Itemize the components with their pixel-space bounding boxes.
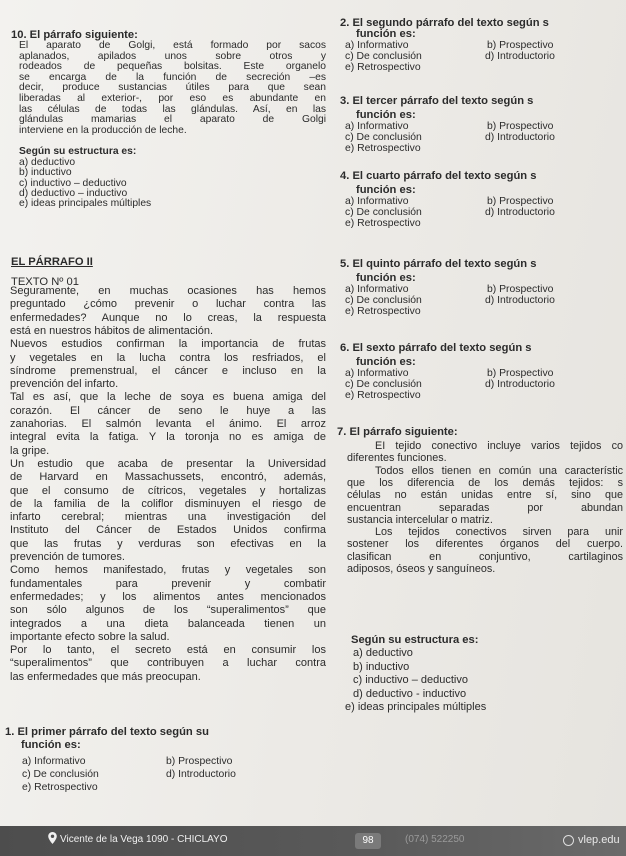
text-line: Instituto del Cáncer de Estados Unidos confirma (10, 524, 326, 537)
text-line: está en nuestros hábitos de alimentación. (10, 324, 214, 337)
q7-line: Todos ellos tienen en común una característic (375, 465, 623, 477)
q6-option-c[interactable]: c) De conclusión (345, 379, 422, 390)
text-line: preguntado ¿cómo prevenir o luchar contra las (10, 298, 326, 311)
q7-option[interactable]: d) deductivo - inductivo (353, 687, 467, 700)
q2-subtitle: función es: (356, 28, 416, 40)
q2-option-b[interactable]: b) Prospectivo (487, 40, 554, 51)
q1-option-c[interactable]: c) De conclusión (22, 769, 99, 780)
q10-structure-label: Según su estructura es: (19, 146, 137, 157)
q4-option-d[interactable]: d) Introductorio (485, 207, 555, 218)
q10-option[interactable]: d) deductivo – inductivo (19, 187, 128, 199)
text-line: infarto cerebral; mientras una investigación del (10, 511, 326, 524)
q6-option-d[interactable]: d) Introductorio (485, 379, 555, 390)
q3-subtitle: función es: (356, 109, 416, 121)
text-line: de la familia de la coliflor disminuyen el riesgo de (10, 497, 326, 510)
q10-line: El aparato de Golgi, está formado por sacos (19, 40, 326, 51)
q7-line: encuentran separadas por abundan (347, 502, 623, 514)
text-line: que el consumo de cítricos, vegetales y hortalizas (10, 484, 326, 497)
text-line: y vegetales en la lucha contra los resfriados, el (10, 351, 326, 364)
q10-line: liberadas al exterior-, por eso es abundante en (19, 93, 326, 104)
q5-option-d[interactable]: d) Introductorio (485, 295, 555, 306)
q10-line: rodeados de pequeñas bolsitas. Este organelo (19, 61, 326, 73)
q2-option-e[interactable]: e) Retrospectivo (345, 62, 421, 73)
q1-option-d[interactable]: d) Introductorio (166, 769, 236, 780)
q7-option[interactable]: c) inductivo – deductivo (353, 674, 468, 686)
q5-title: 5. El quinto párrafo del texto según s (340, 258, 537, 270)
text-line: enfermedades; y los alimentos antes mencionados (10, 590, 326, 603)
q7-option[interactable]: e) ideas principales múltiples (345, 701, 487, 713)
q1-title: 1. El primer párrafo del texto según su (5, 726, 209, 738)
page-footer (0, 826, 626, 856)
q7-line: que los diferencia de los demás tejidos: s (347, 477, 623, 489)
q7-line: diferentes funciones. (347, 453, 447, 465)
text-line: importante efecto sobre la salud. (10, 630, 170, 643)
text-line: Por lo tanto, el secreto está en consumir los (10, 644, 326, 657)
q2-option-c[interactable]: c) De conclusión (345, 51, 422, 62)
text-line: de Harvard en Massachussets, encontró, además, (10, 471, 326, 484)
q7-option[interactable]: a) deductivo (353, 647, 413, 659)
text-line: que las frutas y verduras son efectivas en la (10, 537, 326, 550)
q7-line: adiposos, óseos y sanguíneos. (347, 564, 496, 575)
text-line: Como hemos manifestado, frutas y vegetales son (10, 564, 326, 577)
q5-option-e[interactable]: e) Retrospectivo (345, 306, 421, 317)
text-line: las enfermedades que más preocupan. (10, 670, 201, 683)
q3-option-b[interactable]: b) Prospectivo (487, 121, 554, 132)
text-line: prevención del infarto. (10, 378, 119, 391)
q5-option-a[interactable]: a) Informativo (345, 284, 409, 295)
q7-line: sustancia intercelular o matriz. (347, 514, 493, 526)
q4-option-c[interactable]: c) De conclusión (345, 207, 422, 218)
q7-line: clasifican en conjuntivo, cartilaginos (347, 551, 623, 563)
q3-option-e[interactable]: e) Retrospectivo (345, 143, 421, 154)
text-line: integrados a una dieta balanceada tienen un (10, 617, 326, 630)
text-line: son sólo algunos de los “superalimentos” que (10, 604, 326, 617)
q4-option-b[interactable]: b) Prospectivo (487, 196, 554, 207)
q4-option-e[interactable]: e) Retrospectivo (345, 218, 421, 229)
q10-line: glándulas mamarias el aparato de Golgi (19, 114, 326, 126)
q6-option-e[interactable]: e) Retrospectivo (345, 390, 421, 401)
q7-option[interactable]: b) inductivo (353, 660, 410, 673)
q2-option-d[interactable]: d) Introductorio (485, 51, 555, 62)
q7-line: células no están unidas entre sí, sino que (347, 490, 623, 502)
text-line: Nuevos estudios confirman la importancia de frutas (10, 338, 326, 351)
footer-website: vlep.edu (578, 834, 620, 846)
q3-option-c[interactable]: c) De conclusión (345, 132, 422, 143)
text-line: corazón. El cáncer de seno le huye a las (10, 404, 326, 417)
q10-line: las células de todas las glándulas. Así, en las (19, 103, 326, 115)
q6-option-a[interactable]: a) Informativo (345, 368, 409, 379)
q4-title: 4. El cuarto párrafo del texto según s (340, 170, 537, 182)
q1-option-e[interactable]: e) Retrospectivo (22, 782, 98, 793)
section-title: EL PÁRRAFO II (11, 256, 93, 268)
q3-option-a[interactable]: a) Informativo (345, 121, 409, 132)
q1-option-b[interactable]: b) Prospectivo (166, 756, 233, 767)
text-line: síndrome premenstrual, el cáncer e incluso en la (10, 364, 326, 377)
text-label: TEXTO Nº 01 (11, 276, 79, 288)
q5-option-b[interactable]: b) Prospectivo (487, 284, 554, 295)
q10-line: decir, produce sustancias útiles para que sean (19, 82, 326, 94)
text-line: integral evita la fatiga. Y la toronja no es amiga de (10, 431, 326, 444)
footer-phone: (074) 522250 (405, 834, 465, 845)
q4-subtitle: función es: (356, 184, 416, 196)
q7-line: Los tejidos conectivos sirven para unir (375, 527, 623, 539)
q10-option[interactable]: e) ideas principales múltiples (19, 198, 152, 210)
text-line: la gripe. (10, 444, 50, 457)
q7-line: EI tejido conectivo incluye varios tejidos co (375, 441, 623, 452)
q10-line: interviene en la producción de leche. (19, 124, 187, 136)
text-line: Un estudio que acaba de presentar la Universidad (10, 457, 326, 470)
text-line: Seguramente, en muchas ocasiones has hemos (10, 285, 326, 297)
q6-subtitle: función es: (356, 356, 416, 368)
q1-subtitle: función es: (21, 739, 81, 751)
q10-line: aplanados, apilados unos sobre otros y (19, 50, 326, 62)
q5-subtitle: función es: (356, 272, 416, 284)
q4-option-a[interactable]: a) Informativo (345, 196, 409, 207)
q10-option[interactable]: b) inductivo (19, 167, 72, 179)
q3-title: 3. El tercer párrafo del texto según s (340, 95, 534, 107)
page-number: 98 (355, 833, 381, 849)
q2-option-a[interactable]: a) Informativo (345, 40, 409, 51)
q1-option-a[interactable]: a) Informativo (22, 756, 86, 767)
q3-option-d[interactable]: d) Introductorio (485, 132, 555, 143)
text-line: prevención de tumores. (10, 551, 125, 563)
text-line: “superalimentos” que contribuyen a luchar contra (10, 657, 326, 670)
q5-option-c[interactable]: c) De conclusión (345, 295, 422, 306)
q6-option-b[interactable]: b) Prospectivo (487, 368, 554, 379)
location-pin-icon (48, 832, 57, 844)
text-line: enfermedades? Aunque no lo creas, la respuesta (10, 311, 326, 324)
q2-title: 2. El segundo párrafo del texto según s (340, 17, 549, 29)
q10-option[interactable]: a) deductivo (19, 157, 76, 168)
q10-title: 10. El párrafo siguiente: (11, 29, 138, 41)
text-line: fundamentales para prevenir y combatir (10, 577, 326, 590)
q7-structure-label: Según su estructura es: (351, 634, 479, 646)
q7-line: sostener los diferentes órganos del cuerpo. (347, 539, 623, 551)
q7-title: 7. El párrafo siguiente: (337, 426, 458, 438)
footer-address: Vicente de la Vega 1090 - CHICLAYO (60, 834, 228, 845)
q10-option[interactable]: c) inductivo – deductivo (19, 177, 127, 189)
text-line: zanahorias. El salmón levanta el ánimo. El arroz (10, 418, 326, 430)
globe-icon (563, 835, 574, 846)
q10-line: se encarga de la función de secreción –es (19, 71, 326, 83)
q6-title: 6. El sexto párrafo del texto según s (340, 342, 532, 354)
text-line: Tal es así, que la leche de soya es buena amiga del (10, 391, 326, 404)
